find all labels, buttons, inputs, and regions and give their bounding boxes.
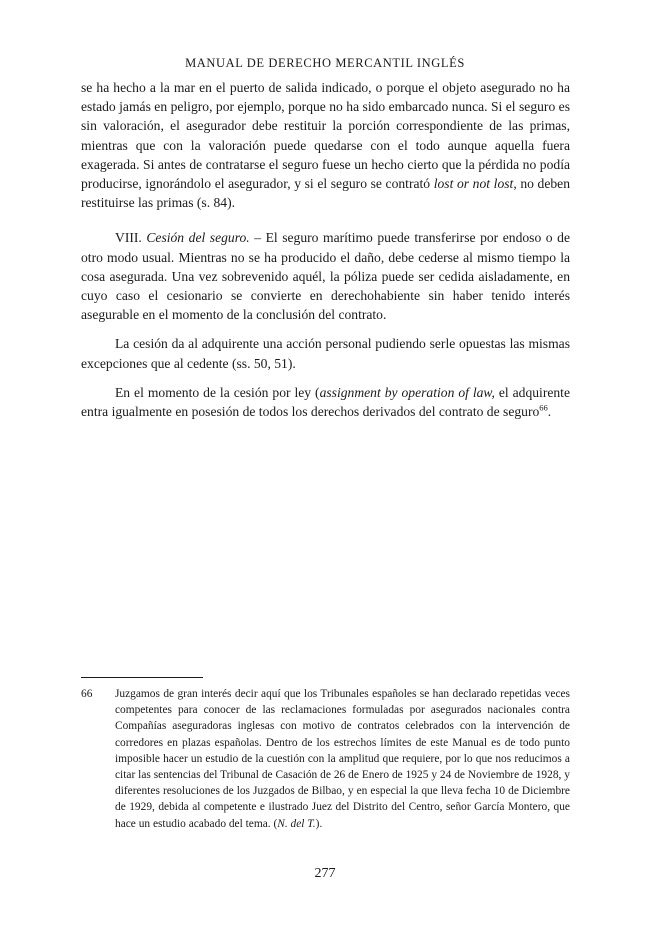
footnote-text-a: Juzgamos de gran interés decir aquí que los Tribunales españoles se han declarado repetidas veces competentes para conocer de las reclamaciones formuladas por asegurados nacionales contra Compañías aseguradoras inglesas con motivo de contratos celebrados con la intervención de corredores en plazas españolas. Dentro de los estrechos límites de este Manual es de todo punto imposible hacer un estudio de la cuestión con la amplitud que requiere, por lo que nos reducimos a citar las sentencias del Tribunal de Casación de 26 de Enero de 1925 y 24 de Noviembre de 1928, y diferentes resoluciones de los Juzgados de Bilbao, y en especial la que lleva fecha 10 de Diciembre de 1929, debida al competente e ilustrado Juez del Distrito del Centro, señor García Montero, que hace un estudio acabado del tema. ( <box>115 688 570 830</box>
paragraph-4-text-b: el adquirente entra igualmente en posesión de todos los derechos derivados del contrato de seguro <box>81 384 570 420</box>
footnote <box>81 686 570 832</box>
section-title: Cesión del seguro. <box>146 230 250 246</box>
footnote-italic: N. del T. <box>277 817 316 830</box>
footnote-separator <box>81 677 203 678</box>
paragraph-4-italic: assignment by operation of law, <box>319 384 495 400</box>
footnote-text <box>115 686 570 832</box>
main-text <box>81 78 570 421</box>
footnote-reference[interactable]: 66 <box>539 402 548 413</box>
section-number: VIII. <box>115 230 147 246</box>
paragraph-1 <box>81 78 570 212</box>
paragraph-2-text: – El seguro marítimo puede transferirse por endoso o de otro modo usual. Mientras no se ha producido el daño, debe cederse al mismo tiempo la cosa asegurada. Una vez sobrevenido aquél, la póliza puede ser cedida aisladamente, en cuyo caso el cesionario se convierte en derechohabiente sin haber tenido interés asegurable en el momento de la conclusión del contrato. <box>81 230 570 323</box>
paragraph-1-italic: lost or not lost <box>433 176 514 192</box>
paragraph-3: La cesión da al adquirente una acción personal pudiendo serle opuestas las mismas excepciones que al cedente (ss. 50, 51). <box>81 336 570 371</box>
paragraph-1-text-a: se ha hecho a la mar en el puerto de salida indicado, o porque el objeto asegurado no ha estado jamás en peligro, por ejemplo, porque no ha sido embarcado nunca. Si el seguro es sin valoración, el asegurador debe restituir la porción correspondiente de las primas, mientras que con la valoración puede quedarse con el todo aunque aquella fuera exagerada. Si antes de contratarse el seguro fuese un hecho cierto que la pérdida no podía producirse, ignorándolo el asegurador, y si el seguro se contrató <box>81 80 570 192</box>
page-number: 277 <box>314 866 336 881</box>
paragraph-1-text-b: , no deben restituirse las primas (s. 84). <box>81 176 570 211</box>
running-title: MANUAL DE DERECHO MERCANTIL INGLÉS <box>185 56 465 70</box>
footnote-text-b: ). <box>315 817 323 830</box>
paragraph-4-text-a: En el momento de la cesión por ley ( <box>115 384 320 400</box>
footnote-number: 66 <box>81 688 93 700</box>
paragraph-4-text-c: . <box>547 404 552 420</box>
paragraph-2 <box>81 228 570 324</box>
paragraph-4 <box>81 383 570 421</box>
